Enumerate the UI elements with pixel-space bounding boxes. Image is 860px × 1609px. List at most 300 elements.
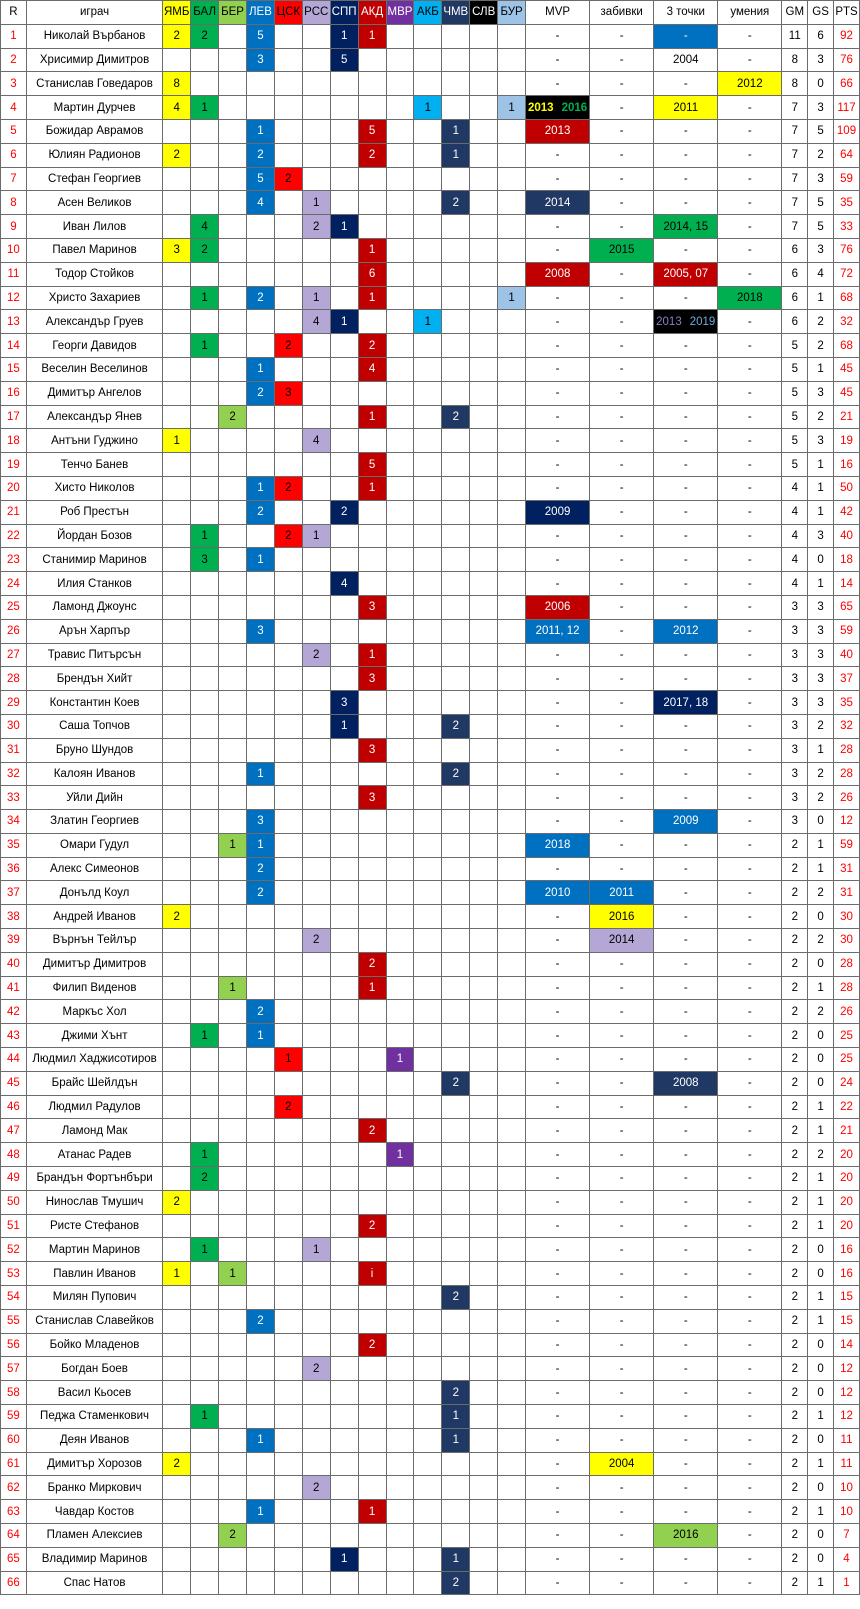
award-cell: - [718,1024,782,1048]
team-appearances-cell [358,905,386,929]
player-name-cell: Антъни Гуджино [26,429,162,453]
column-header: PTS [834,1,860,25]
team-appearances-cell [219,714,247,738]
team-appearances-cell [330,1214,358,1238]
team-appearances-cell [219,1095,247,1119]
award-cell: - [654,357,718,381]
points-cell: 25 [834,1048,860,1072]
award-cell: - [718,119,782,143]
team-appearances-cell [163,48,191,72]
team-appearances-cell [358,1571,386,1595]
team-appearances-cell [442,453,470,477]
team-appearances-cell [386,167,414,191]
player-name-cell: Богдан Боев [26,1357,162,1381]
award-cell: - [590,857,654,881]
games-cell: 6 [782,286,808,310]
team-appearances-cell [274,1476,302,1500]
team-appearances-cell [498,1571,526,1595]
rank-cell: 25 [1,595,27,619]
games-cell: 2 [782,1143,808,1167]
team-appearances-cell [302,476,330,500]
team-appearances-cell [191,643,219,667]
team-appearances-cell [414,191,442,215]
award-cell: - [526,405,590,429]
team-appearances-cell [470,1095,498,1119]
team-appearances-cell [274,952,302,976]
team-appearances-cell [274,881,302,905]
team-appearances-cell [386,595,414,619]
team-appearances-cell [470,595,498,619]
award-cell: - [654,1309,718,1333]
team-appearances-cell [470,310,498,334]
team-appearances-cell [414,405,442,429]
award-cell: - [654,1381,718,1405]
player-name-cell: Роб Престън [26,500,162,524]
team-appearances-cell [498,48,526,72]
award-cell: - [590,1476,654,1500]
team-appearances-cell [330,1500,358,1524]
award-cell: - [718,643,782,667]
points-cell: 37 [834,667,860,691]
team-appearances-cell [386,191,414,215]
team-appearances-cell [414,762,442,786]
award-cell: - [654,881,718,905]
games-cell: 6 [782,310,808,334]
award-cell: - [526,691,590,715]
team-appearances-cell [414,1190,442,1214]
games-cell: 4 [782,572,808,596]
games-cell: 2 [782,1381,808,1405]
points-cell: 117 [834,96,860,120]
team-appearances-cell [386,143,414,167]
award-cell: - [654,476,718,500]
table-row [1,24,860,48]
award-cell: - [526,1143,590,1167]
team-appearances-cell [470,286,498,310]
team-appearances-cell: 2 [442,762,470,786]
games-cell: 5 [782,429,808,453]
award-cell: - [718,1405,782,1429]
rank-cell: 4 [1,96,27,120]
team-appearances-cell [386,1476,414,1500]
team-appearances-cell: 3 [358,786,386,810]
team-appearances-cell [191,500,219,524]
team-appearances-cell: 2 [274,334,302,358]
team-appearances-cell [246,1405,274,1429]
team-appearances-cell [274,191,302,215]
team-appearances-cell [191,72,219,96]
award-cell: - [654,1167,718,1191]
team-appearances-cell [191,976,219,1000]
team-appearances-cell [219,1452,247,1476]
games-cell: 2 [782,1405,808,1429]
award-cell: - [654,952,718,976]
team-appearances-cell [330,167,358,191]
team-appearances-cell [498,881,526,905]
team-appearances-cell [386,215,414,239]
player-name-cell: Върнън Тейлър [26,929,162,953]
team-appearances-cell [498,24,526,48]
player-name-cell: Атанас Радев [26,1143,162,1167]
team-appearances-cell [386,48,414,72]
points-cell: 16 [834,1238,860,1262]
team-appearances-cell: 1 [163,429,191,453]
player-name-cell: Бруно Шундов [26,738,162,762]
team-appearances-cell: 2 [358,334,386,358]
team-appearances-cell [498,1119,526,1143]
award-cell: - [718,1262,782,1286]
rank-cell: 34 [1,810,27,834]
rank-cell: 58 [1,1381,27,1405]
team-appearances-cell [163,952,191,976]
points-cell: 30 [834,929,860,953]
team-appearances-cell [330,334,358,358]
points-cell: 28 [834,762,860,786]
games-cell: 2 [782,881,808,905]
team-appearances-cell: 1 [246,833,274,857]
player-name-cell: Васил Кьосев [26,1381,162,1405]
team-appearances-cell [330,1428,358,1452]
team-appearances-cell [498,143,526,167]
table-row [1,1357,860,1381]
team-appearances-cell [302,952,330,976]
team-appearances-cell [414,1262,442,1286]
team-appearances-cell [302,1405,330,1429]
team-appearances-cell [386,1167,414,1191]
games-started-cell: 0 [808,1024,834,1048]
team-appearances-cell [386,405,414,429]
award-cell: - [718,667,782,691]
team-appearances-cell: 2 [442,191,470,215]
team-appearances-cell [219,1143,247,1167]
team-appearances-cell [330,1071,358,1095]
rank-cell: 48 [1,1143,27,1167]
team-appearances-cell [191,714,219,738]
team-appearances-cell: 1 [274,1048,302,1072]
team-appearances-cell [191,1333,219,1357]
rank-cell: 5 [1,119,27,143]
team-appearances-cell [191,952,219,976]
award-cell: - [718,167,782,191]
team-appearances-cell [442,810,470,834]
column-header: умения [718,1,782,25]
award-cell: - [654,524,718,548]
team-appearances-cell [302,24,330,48]
team-appearances-cell [163,786,191,810]
team-appearances-cell [219,1428,247,1452]
team-appearances-cell [330,476,358,500]
team-appearances-cell [498,1214,526,1238]
award-cell: - [654,72,718,96]
player-name-cell: Божидар Аврамов [26,119,162,143]
team-appearances-cell [163,548,191,572]
points-cell: 19 [834,429,860,453]
team-appearances-cell [163,1095,191,1119]
award-cell: - [654,929,718,953]
points-cell: 26 [834,1000,860,1024]
team-appearances-cell [246,310,274,334]
team-appearances-cell [470,1428,498,1452]
table-row [1,1476,860,1500]
player-name-cell: Травис Питърсън [26,643,162,667]
team-appearances-cell [358,572,386,596]
award-cell: - [526,1452,590,1476]
rank-cell: 38 [1,905,27,929]
team-appearances-cell: 2 [302,643,330,667]
team-appearances-cell [274,96,302,120]
rank-cell: 20 [1,476,27,500]
player-name-cell: Станислав Славейков [26,1309,162,1333]
games-started-cell: 0 [808,1333,834,1357]
team-appearances-cell [414,500,442,524]
award-cell: 2011 [654,96,718,120]
team-appearances-cell [470,1524,498,1548]
team-appearances-cell [358,310,386,334]
team-appearances-cell: 2 [191,24,219,48]
team-appearances-cell [302,786,330,810]
team-appearances-cell [414,381,442,405]
points-cell: 31 [834,881,860,905]
points-cell: 12 [834,1381,860,1405]
rank-cell: 31 [1,738,27,762]
team-appearances-cell [274,1214,302,1238]
award-cell: - [654,286,718,310]
team-appearances-cell [414,215,442,239]
team-appearances-cell [330,1000,358,1024]
table-row [1,572,860,596]
team-appearances-cell [330,381,358,405]
points-cell: 15 [834,1309,860,1333]
team-appearances-cell: 5 [246,167,274,191]
team-appearances-cell [386,1262,414,1286]
games-cell: 2 [782,833,808,857]
team-appearances-cell [191,667,219,691]
games-cell: 5 [782,357,808,381]
team-appearances-cell [163,191,191,215]
award-cell: - [718,1571,782,1595]
team-appearances-cell [386,548,414,572]
games-started-cell: 5 [808,191,834,215]
award-cell: - [526,215,590,239]
team-appearances-cell [274,48,302,72]
games-cell: 7 [782,191,808,215]
games-started-cell: 1 [808,500,834,524]
table-row [1,714,860,738]
team-appearances-cell [442,572,470,596]
rank-cell: 9 [1,215,27,239]
team-appearances-cell [414,1524,442,1548]
player-name-cell: Веселин Веселинов [26,357,162,381]
points-cell: 11 [834,1428,860,1452]
points-cell: 10 [834,1476,860,1500]
rank-cell: 65 [1,1547,27,1571]
player-name-cell: Брандън Фортънбъри [26,1167,162,1191]
award-cell: - [526,524,590,548]
team-appearances-cell [330,238,358,262]
table-row [1,48,860,72]
games-cell: 2 [782,1428,808,1452]
team-appearances-cell [274,1524,302,1548]
team-appearances-cell [498,1452,526,1476]
team-appearances-cell [498,1547,526,1571]
games-cell: 2 [782,1048,808,1072]
team-appearances-cell [330,1357,358,1381]
team-appearances-cell [498,357,526,381]
player-name-cell: Юлиян Радионов [26,143,162,167]
team-appearances-cell [246,714,274,738]
player-name-cell: Иван Лилов [26,215,162,239]
team-appearances-cell [414,143,442,167]
rank-cell: 39 [1,929,27,953]
player-name-cell: Пламен Алексиев [26,1524,162,1548]
team-appearances-cell: 2 [442,405,470,429]
team-appearances-cell [498,1262,526,1286]
rank-cell: 18 [1,429,27,453]
team-appearances-cell [274,1428,302,1452]
award-cell: - [526,738,590,762]
team-appearances-cell [246,667,274,691]
team-appearances-cell [191,357,219,381]
team-appearances-cell [274,429,302,453]
team-appearances-cell [470,381,498,405]
team-appearances-cell [386,1000,414,1024]
team-appearances-cell [274,810,302,834]
team-appearances-cell [302,762,330,786]
award-cell: - [718,310,782,334]
award-cell: - [526,1190,590,1214]
team-appearances-cell [246,238,274,262]
team-appearances-cell: 1 [358,405,386,429]
team-appearances-cell [191,1381,219,1405]
rank-cell: 55 [1,1309,27,1333]
team-appearances-cell [163,1381,191,1405]
team-appearances-cell [219,667,247,691]
games-cell: 2 [782,1190,808,1214]
team-appearances-cell [498,548,526,572]
award-cell: - [654,1048,718,1072]
team-appearances-cell [246,96,274,120]
award-cell: - [718,215,782,239]
team-appearances-cell [414,643,442,667]
team-appearances-cell [414,548,442,572]
team-appearances-cell [386,810,414,834]
award-cell: 2010 [526,881,590,905]
team-appearances-cell [274,1119,302,1143]
player-name-cell: Александър Груев [26,310,162,334]
award-cell: - [590,215,654,239]
player-name-cell: Чавдар Костов [26,1500,162,1524]
team-appearances-cell [442,1476,470,1500]
table-row [1,119,860,143]
team-appearances-cell [470,643,498,667]
table-row [1,143,860,167]
team-appearances-cell [470,429,498,453]
award-cell: - [654,1143,718,1167]
team-appearances-cell [246,405,274,429]
team-appearances-cell [163,1238,191,1262]
team-appearances-cell [470,786,498,810]
award-cell: - [590,810,654,834]
award-cell: - [590,1309,654,1333]
team-appearances-cell [442,1143,470,1167]
team-appearances-cell [302,357,330,381]
games-started-cell: 2 [808,786,834,810]
team-appearances-cell [498,762,526,786]
column-header: АКД [358,1,386,25]
player-name-cell: Тенчо Банев [26,453,162,477]
rank-cell: 6 [1,143,27,167]
team-appearances-cell: 3 [246,810,274,834]
award-cell: - [590,72,654,96]
award-cell: - [590,1357,654,1381]
award-cell: - [654,191,718,215]
games-started-cell: 3 [808,643,834,667]
table-row [1,334,860,358]
team-appearances-cell [470,143,498,167]
player-name-cell: Филип Виденов [26,976,162,1000]
team-appearances-cell [191,833,219,857]
team-appearances-cell [219,1048,247,1072]
points-cell: 20 [834,1167,860,1191]
award-cell: - [526,48,590,72]
games-started-cell: 2 [808,310,834,334]
team-appearances-cell [246,1524,274,1548]
team-appearances-cell [358,1167,386,1191]
team-appearances-cell [386,1238,414,1262]
table-row [1,905,860,929]
team-appearances-cell [442,1357,470,1381]
games-cell: 2 [782,1000,808,1024]
table-row [1,1405,860,1429]
player-name-cell: Павел Маринов [26,238,162,262]
team-appearances-cell [274,1500,302,1524]
team-appearances-cell [302,96,330,120]
team-appearances-cell [358,500,386,524]
table-row [1,1214,860,1238]
team-appearances-cell [246,595,274,619]
award-cell: - [718,476,782,500]
award-cell: - [718,1190,782,1214]
team-appearances-cell [330,1286,358,1310]
games-started-cell: 1 [808,572,834,596]
team-appearances-cell [191,881,219,905]
team-appearances-cell [498,952,526,976]
team-appearances-cell [246,1071,274,1095]
team-appearances-cell [386,96,414,120]
team-appearances-cell [302,381,330,405]
column-header: ЧМВ [442,1,470,25]
team-appearances-cell [330,286,358,310]
team-appearances-cell [302,905,330,929]
games-cell: 2 [782,1262,808,1286]
games-started-cell: 3 [808,48,834,72]
team-appearances-cell [358,1524,386,1548]
team-appearances-cell [442,238,470,262]
team-appearances-cell [498,262,526,286]
award-cell: - [590,1428,654,1452]
team-appearances-cell [414,1000,442,1024]
team-appearances-cell [302,334,330,358]
team-appearances-cell: 2 [274,524,302,548]
award-cell: - [526,1048,590,1072]
team-appearances-cell [219,167,247,191]
award-cell: - [590,24,654,48]
team-appearances-cell [414,976,442,1000]
award-cell: 2017, 18 [654,691,718,715]
team-appearances-cell [302,1190,330,1214]
team-appearances-cell [358,1405,386,1429]
team-appearances-cell [191,572,219,596]
